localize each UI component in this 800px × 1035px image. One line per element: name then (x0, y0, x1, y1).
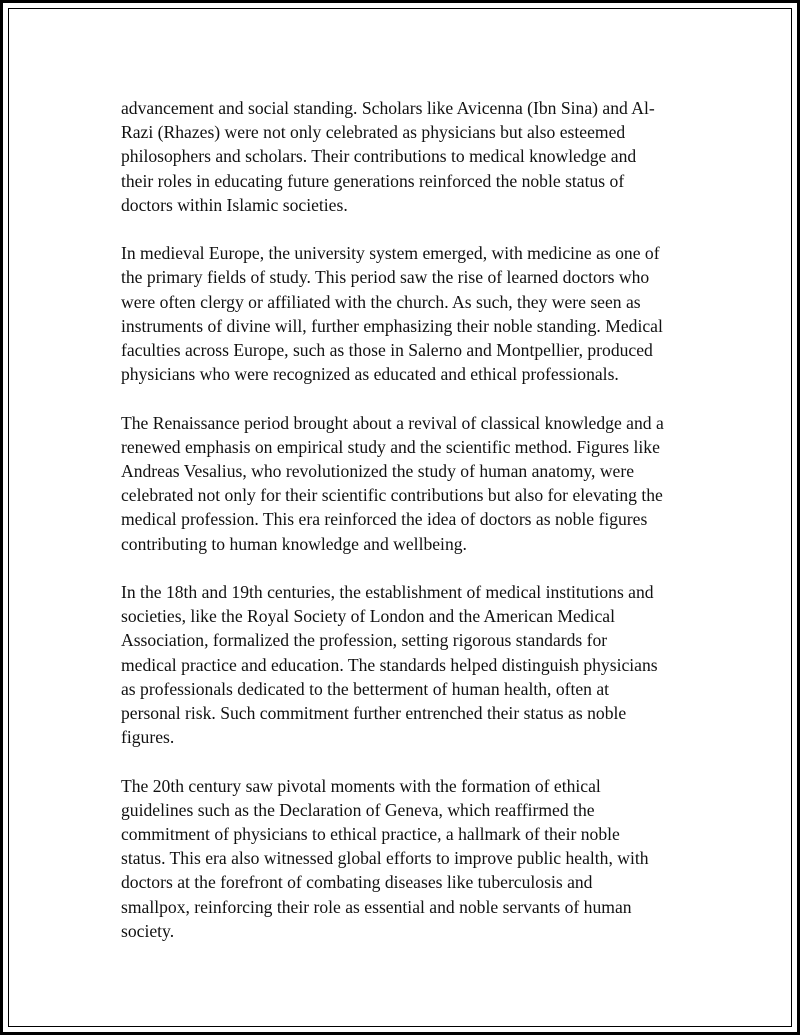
paragraph-medieval-europe: In medieval Europe, the university system emerged, with medicine as one of the primary fields of study. This period saw the rise of learned doctors who were often clergy or affiliated with the church. As such, they were seen as instruments of divine will, further emphasizing their noble standing. Medical faculties across Europe, such as those in Salerno and Montpellier, produced physicians who were recognized as educated and ethical professionals. (121, 243, 663, 385)
paragraph-islamic-physicians: advancement and social standing. Scholars like Avicenna (Ibn Sina) and Al- Razi (Rhazes) were not only celebrated as physicians but also esteemed philosophers and scholars. Their contributions to medical knowledge and their roles in educating future generations reinforced the noble status of doctors within Islamic societies. (121, 98, 655, 215)
document-body (121, 96, 691, 967)
paragraph-20th-century: The 20th century saw pivotal moments with the formation of ethical guidelines such as the Declaration of Geneva, which reaffirmed the commitment of physicians to ethical practice, a hallmark of their noble status. This era also witnessed global efforts to improve public health, with doctors at the forefront of combating diseases like tuberculosis and smallpox, reinforcing their role as essential and noble servants of human society. (121, 775, 649, 941)
paragraph-18th-19th-centuries: In the 18th and 19th centuries, the establishment of medical institutions and societies, like the Royal Society of London and the American Medical Association, formalized the profession, setting rigorous standards for medical practice and education. The standards helped distinguish physicians as professionals dedicated to the betterment of human health, often at personal risk. Such commitment further entrenched their status as noble figures. (121, 582, 658, 748)
paragraph-renaissance: The Renaissance period brought about a revival of classical knowledge and a renewed emphasis on empirical study and the scientific method. Figures like Andreas Vesalius, who revolutionized the study of human anatomy, were celebrated not only for their scientific contributions but also for elevating the medical profession. This era reinforced the idea of doctors as noble figures contributing to human knowledge and wellbeing. (121, 412, 664, 554)
